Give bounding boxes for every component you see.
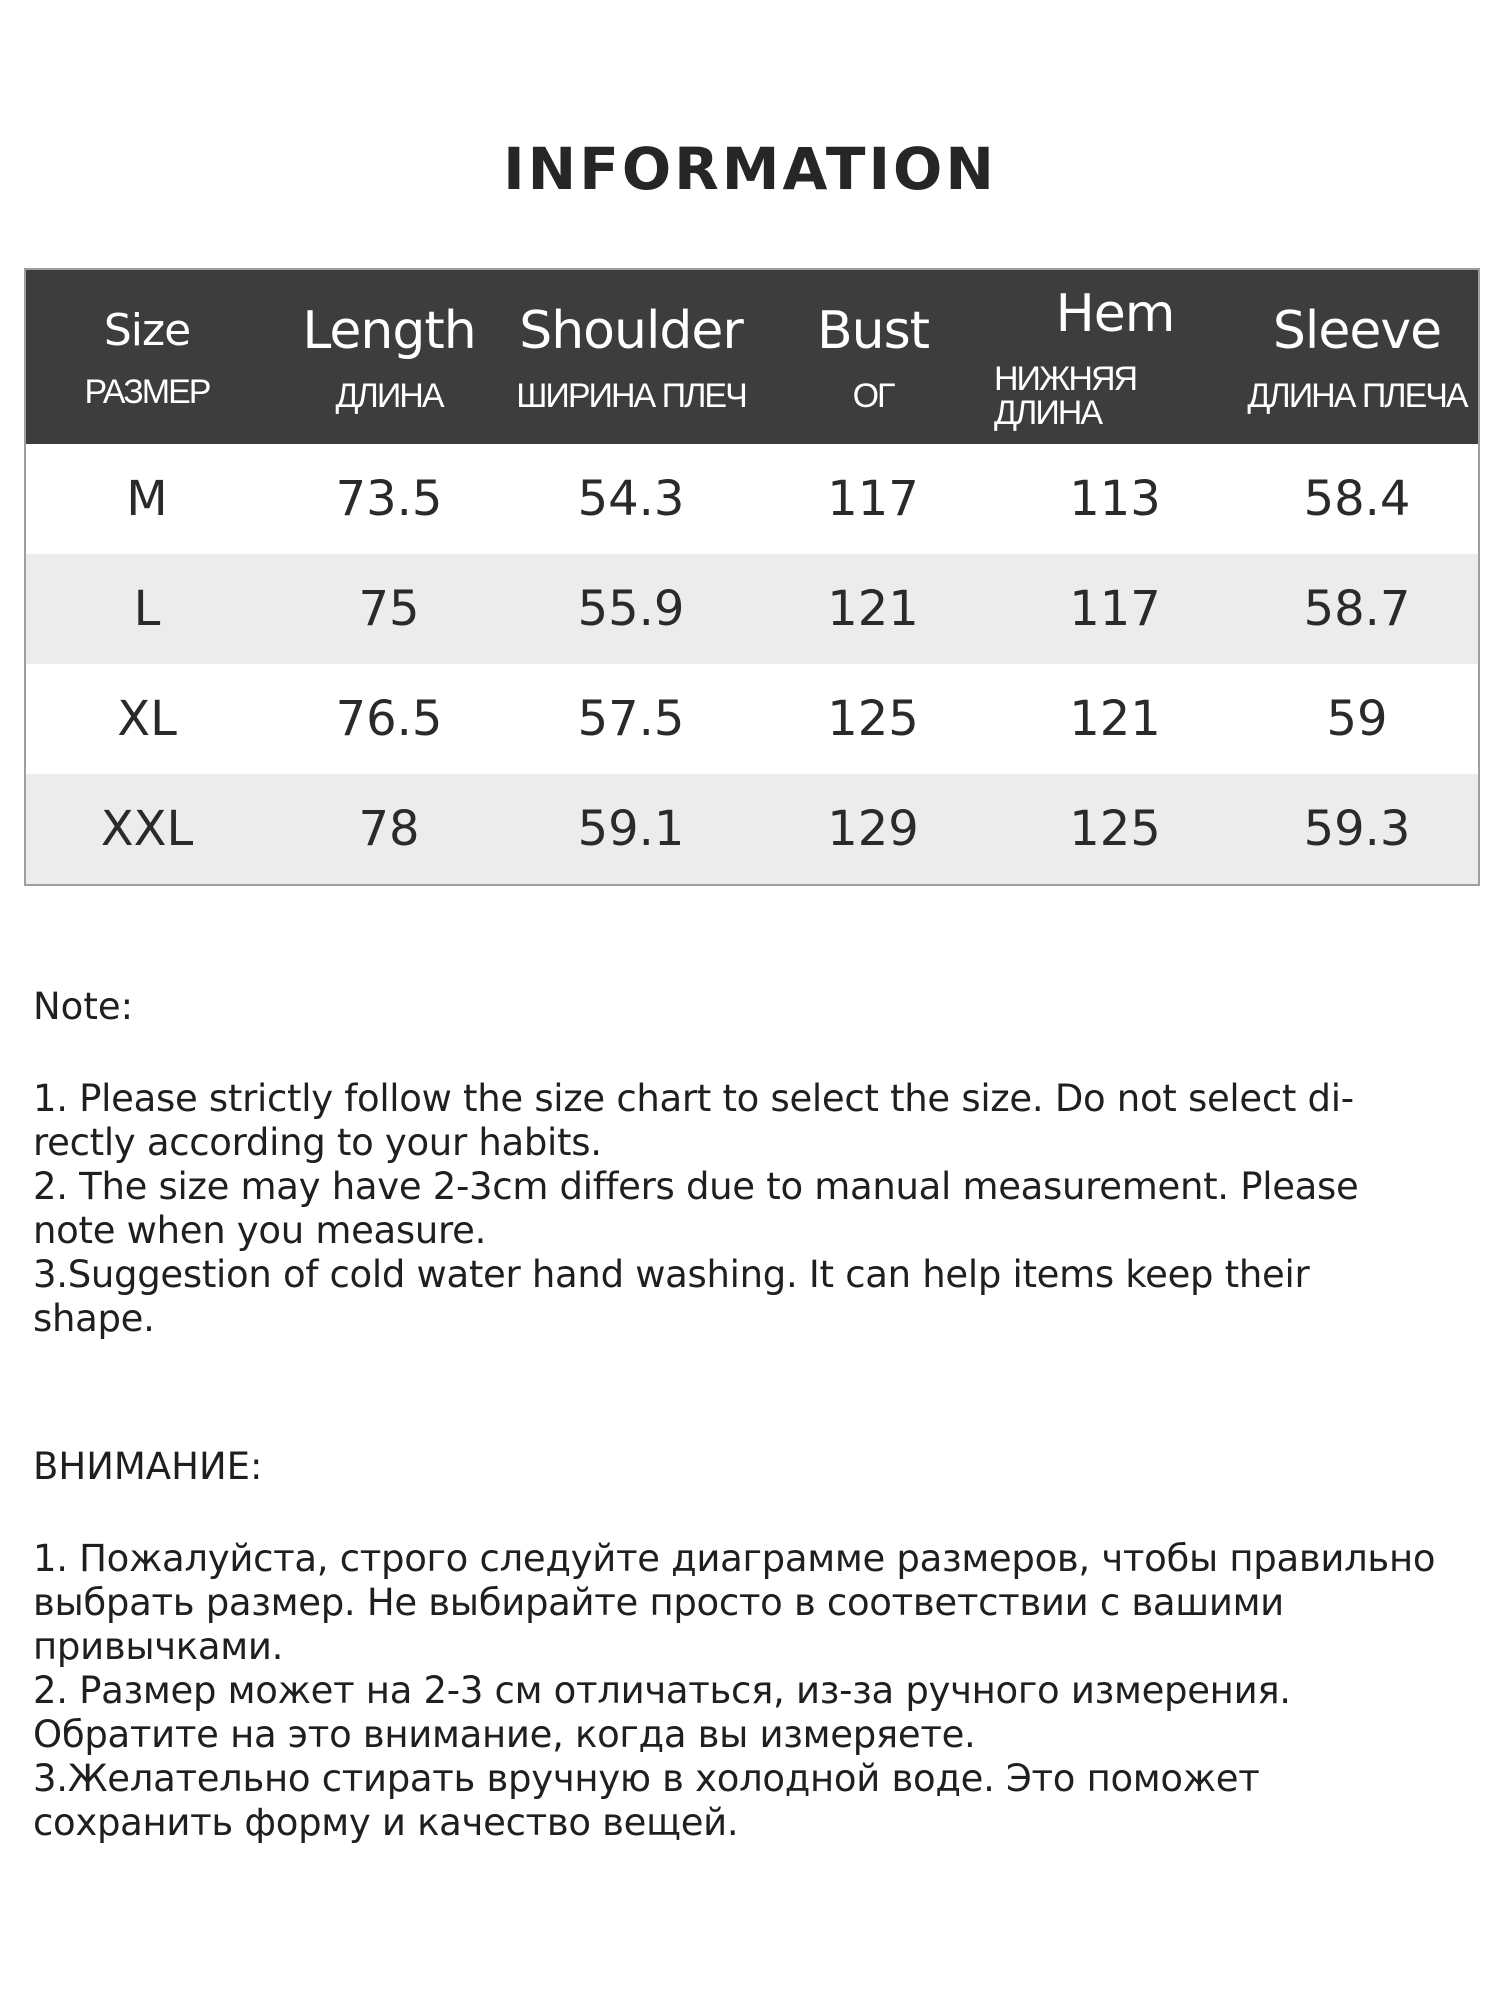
table-cell-bust: 121 — [827, 581, 919, 637]
header-size — [26, 270, 268, 444]
size-chart-table — [24, 268, 1480, 886]
table-cell-shoulder: 59.1 — [577, 801, 685, 857]
note-section-ru — [33, 1445, 1473, 1845]
header-label-ru: РАЗМЕР — [84, 373, 210, 411]
table-cell-hem: 117 — [1069, 581, 1161, 637]
page-title: INFORMATION — [503, 135, 997, 203]
table-cell-hem: 113 — [1069, 471, 1161, 527]
table-cell-size: L — [133, 581, 161, 637]
header-length — [268, 270, 510, 444]
table-cell-sleeve: 58.7 — [1303, 581, 1411, 637]
table-cell-length: 76.5 — [335, 691, 443, 747]
note-line: Обратите на это внимание, когда вы измеряете. — [33, 1713, 976, 1757]
note-line: 1. Please strictly follow the size chart to select the size. Do not select di- — [33, 1077, 1354, 1121]
table-cell-length: 75 — [358, 581, 420, 637]
header-label-ru: ШИРИНА ПЛЕЧ — [516, 377, 746, 415]
header-label-en: Sleeve — [1272, 301, 1442, 361]
note-section-en — [33, 985, 1473, 1341]
table-row — [26, 554, 1478, 664]
table-cell-shoulder: 54.3 — [577, 471, 685, 527]
note-line: 3.Желательно стирать вручную в холодной воде. Это поможет — [33, 1757, 1260, 1801]
table-row — [26, 774, 1478, 884]
header-shoulder — [510, 270, 752, 444]
note-heading: ВНИМАНИЕ: — [33, 1445, 263, 1488]
header-label-en: Size — [103, 305, 191, 356]
table-header-row — [26, 270, 1478, 444]
header-label-en: Length — [302, 301, 476, 361]
header-bust — [752, 270, 994, 444]
note-line: shape. — [33, 1297, 155, 1341]
header-sleeve — [1236, 270, 1478, 444]
table-cell-bust: 117 — [827, 471, 919, 527]
header-label-en: Hem — [1055, 284, 1175, 344]
header-hem — [994, 270, 1236, 444]
table-row — [26, 664, 1478, 774]
table-cell-size: XL — [117, 691, 177, 747]
note-line: сохранить форму и качество вещей. — [33, 1801, 739, 1845]
note-line: 3.Suggestion of cold water hand washing. It can help items keep their — [33, 1253, 1310, 1297]
note-line: note when you measure. — [33, 1209, 487, 1253]
header-label-en: Shoulder — [519, 301, 743, 361]
table-cell-bust: 129 — [827, 801, 919, 857]
table-cell-length: 78 — [358, 801, 420, 857]
table-cell-sleeve: 59.3 — [1303, 801, 1411, 857]
table-cell-size: XXL — [100, 801, 194, 857]
header-label-ru: ОГ — [852, 377, 894, 415]
table-cell-sleeve: 59 — [1326, 691, 1388, 747]
note-line: привычками. — [33, 1625, 284, 1669]
header-label-ru: ДЛИНА ПЛЕЧА — [1247, 377, 1467, 415]
table-cell-hem: 125 — [1069, 801, 1161, 857]
note-line: 1. Пожалуйста, строго следуйте диаграмме размеров, чтобы правильно — [33, 1537, 1436, 1581]
note-line: rectly according to your habits. — [33, 1121, 602, 1165]
note-heading: Note: — [33, 985, 134, 1028]
note-line: 2. Размер может на 2-3 см отличаться, из-за ручного измерения. — [33, 1669, 1291, 1713]
table-cell-length: 73.5 — [335, 471, 443, 527]
table-cell-hem: 121 — [1069, 691, 1161, 747]
header-label-en: Bust — [816, 301, 930, 361]
header-label-ru: ДЛИНА — [335, 377, 443, 415]
table-cell-size: M — [126, 471, 168, 527]
note-line: 2. The size may have 2-3cm differs due to manual measurement. Please — [33, 1165, 1359, 1209]
table-row — [26, 444, 1478, 554]
note-line: выбрать размер. Не выбирайте просто в соответствии с вашими — [33, 1581, 1284, 1625]
table-cell-sleeve: 58.4 — [1303, 471, 1411, 527]
table-cell-shoulder: 57.5 — [577, 691, 685, 747]
header-label-ru: НИЖНЯЯ ДЛИНА — [994, 360, 1137, 432]
table-cell-shoulder: 55.9 — [577, 581, 685, 637]
table-cell-bust: 125 — [827, 691, 919, 747]
